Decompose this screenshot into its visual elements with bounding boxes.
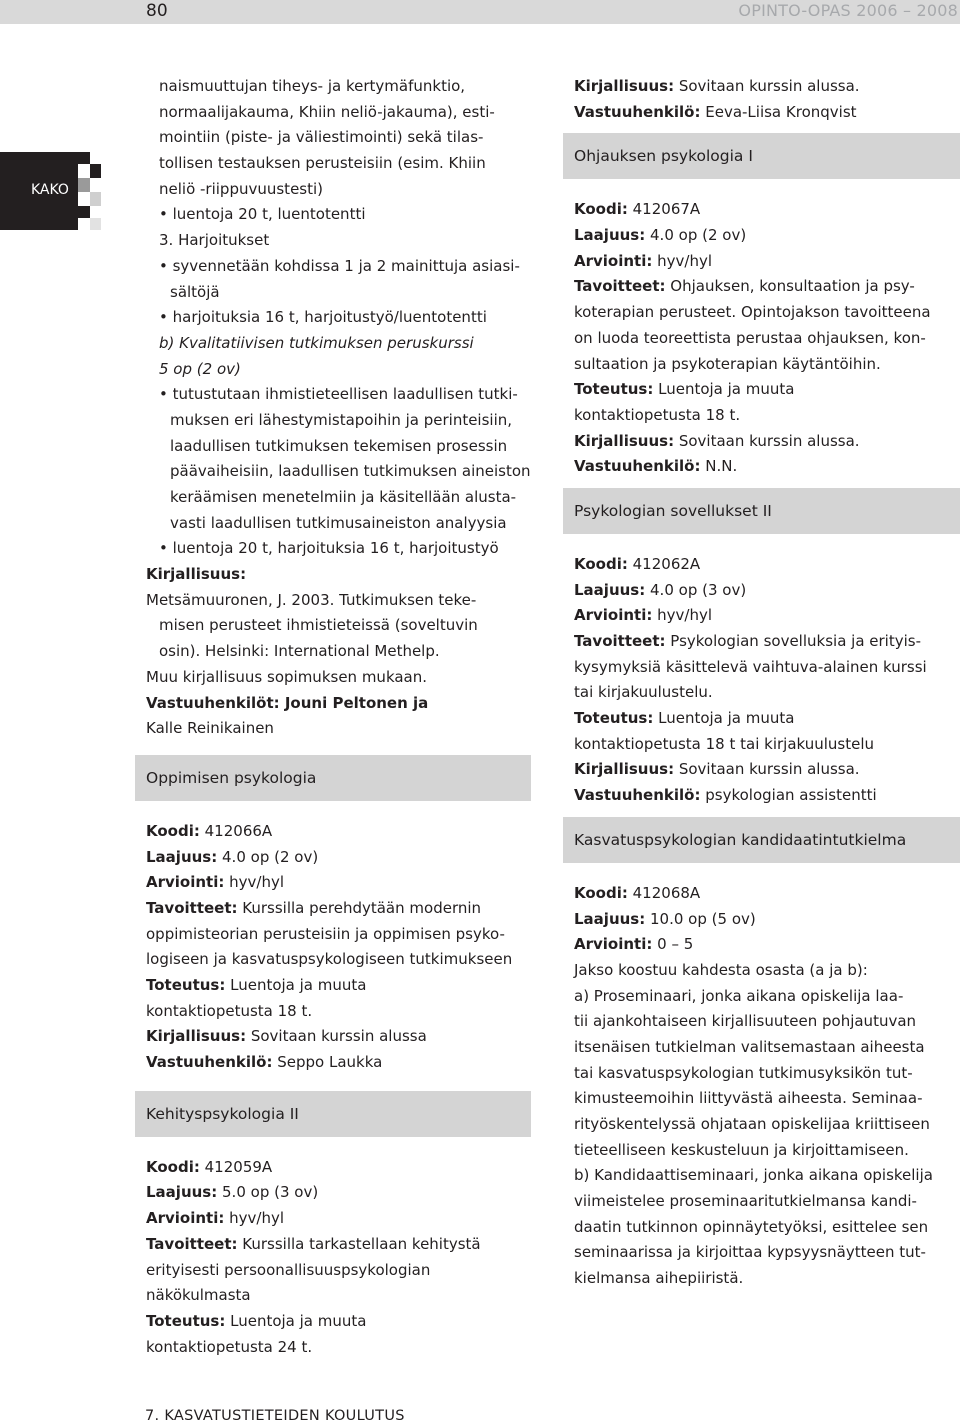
text-line: erityisesti persoonallisuuspsykologian — [146, 1260, 431, 1279]
course-scope — [574, 578, 960, 604]
field-label: Vastuuhenkilö: — [146, 1053, 273, 1072]
course-grading — [574, 249, 960, 275]
field-label: Toteutus: — [146, 1311, 226, 1330]
field-value: Eeva-Liisa Kronqvist — [700, 102, 857, 121]
running-title: OPINTO-OPAS 2006 – 2008 — [738, 1, 958, 20]
field-label: Koodi: — [146, 1157, 200, 1176]
text-line: b) Kandidaattiseminaari, jonka aikana opiskelija — [574, 1166, 933, 1185]
text-line: tai kasvatuspsykologian tutkimusyksikön tut- — [574, 1063, 913, 1082]
field-value: 412062A — [632, 554, 701, 573]
course-responsible — [146, 1050, 531, 1076]
text-line: kontaktiopetusta 18 t. — [574, 405, 741, 424]
subsection-credits: 5 op (2 ov) — [159, 359, 241, 378]
text-line: logiseen ja kasvatuspsykologiseen tutkimukseen — [146, 950, 513, 969]
bullet-item: • luentoja 20 t, luentotentti — [159, 205, 366, 224]
field-label: Arviointi: — [146, 1209, 225, 1228]
side-tab-square — [90, 218, 101, 230]
field-value: Kurssilla perehdytään modernin — [237, 898, 482, 917]
course-scope — [574, 907, 960, 933]
text-line: tii ajankohtaiseen kirjallisuuteen pohjautuvan — [574, 1012, 917, 1031]
field-value: Luentoja ja muuta — [225, 976, 367, 994]
course-grading — [574, 932, 960, 958]
field-value: Sovitaan kurssin alussa. — [674, 431, 860, 450]
field-value: 412068A — [632, 883, 701, 902]
field-label: Kirjallisuus: — [574, 77, 675, 95]
text-line: daatin tutkinnon opinnäytetyöksi, esittelee sen — [574, 1217, 929, 1236]
left-column — [146, 74, 531, 1360]
field-value: 5.0 op (3 ov) — [222, 1183, 319, 1202]
course-goals — [146, 1232, 531, 1258]
text-line: muksen eri lähestymistapoihin ja perinteisiin, — [170, 410, 513, 429]
field-value: 0 – 5 — [657, 935, 694, 954]
bullet-item: • syvennetään kohdissa 1 ja 2 mainittuja asiasi- — [159, 256, 520, 275]
text-line: laadullisen tutkimuksen tekemisen prosessin — [170, 436, 508, 455]
side-tab-square — [78, 152, 90, 164]
text-line: näkökulmasta — [146, 1286, 251, 1305]
field-value: 10.0 op (5 ov) — [650, 909, 756, 928]
field-value: N.N. — [700, 457, 738, 476]
text-line: misen perusteet ihmistieteissä (soveltuvin — [159, 616, 478, 635]
field-value: 412066A — [204, 821, 273, 840]
text-line: kimusteemoihin liittyvästä aiheesta. Seminaa- — [574, 1089, 923, 1108]
field-label: Koodi: — [574, 883, 628, 902]
field-label: Arviointi: — [146, 873, 225, 892]
course-delivery — [146, 973, 531, 999]
course-code — [146, 1155, 531, 1181]
course-grading — [146, 870, 531, 896]
course-scope — [146, 845, 531, 871]
text-line: on luoda teoreettista perustaa ohjauksen, kon- — [574, 328, 926, 347]
field-label: Laajuus: — [146, 1183, 218, 1202]
course-code — [574, 552, 960, 578]
field-value: Seppo Laukka — [272, 1053, 383, 1072]
text-line: kielmansa aihepiiristä. — [574, 1269, 744, 1288]
text-line: kontaktiopetusta 24 t. — [146, 1337, 313, 1356]
text-line: keräämisen menetelmiin ja käsitellään alusta- — [170, 488, 517, 506]
course-responsible — [574, 100, 960, 126]
text-line: Muu kirjallisuus sopimuksen mukaan. — [146, 667, 428, 686]
field-value: Sovitaan kurssin alussa — [246, 1027, 427, 1046]
course-scope — [146, 1180, 531, 1206]
course-goals — [574, 629, 960, 655]
text-line: viimeistelee proseminaaritutkielmansa kandi- — [574, 1192, 917, 1211]
field-label: Tavoitteet: — [574, 277, 666, 296]
field-label: Arviointi: — [574, 935, 653, 954]
field-label: Koodi: — [146, 821, 200, 840]
text-line: 3. Harjoitukset — [159, 231, 270, 250]
field-value: 4.0 op (3 ov) — [650, 580, 747, 599]
field-label: Tavoitteet: — [146, 898, 238, 917]
course-delivery — [146, 1309, 531, 1335]
field-value: Luentoja ja muuta — [653, 709, 795, 728]
course-literature — [146, 1024, 531, 1050]
text-line: koterapian perusteet. Opintojakson tavoitteena — [574, 303, 931, 322]
field-label: Koodi: — [574, 200, 628, 219]
course-code — [146, 819, 531, 845]
text-line: Metsämuuronen, J. 2003. Tutkimuksen teke- — [146, 590, 477, 609]
field-label: Vastuuhenkilö: — [574, 102, 701, 121]
field-value: 4.0 op (2 ov) — [222, 847, 319, 866]
field-label: Toteutus: — [146, 976, 226, 994]
field-label: Kirjallisuus: — [146, 1027, 247, 1046]
course-code — [574, 197, 960, 223]
field-label: Arviointi: — [574, 251, 653, 270]
course-code — [574, 881, 960, 907]
text-line: a) Proseminaari, jonka aikana opiskelija laa- — [574, 986, 904, 1005]
field-value: hyv/hyl — [657, 606, 713, 625]
field-label: Kirjallisuus: — [574, 431, 675, 450]
field-label: Laajuus: — [574, 226, 646, 245]
course-goals — [574, 274, 960, 300]
text-line: rityöskentelyssä ohjataan opiskelijaa kriittiseen — [574, 1115, 930, 1133]
bullet-item: • luentoja 20 t, harjoituksia 16 t, harjoitustyö — [159, 539, 499, 558]
field-label: Tavoitteet: — [146, 1234, 238, 1253]
course-responsible — [574, 454, 960, 480]
field-label: Vastuuhenkilö: — [574, 457, 701, 476]
text-line: osin). Helsinki: International Methelp. — [159, 642, 440, 661]
section-header-kehitys: Kehityspsykologia II — [135, 1091, 531, 1137]
right-column — [574, 74, 960, 1292]
field-value: 4.0 op (2 ov) — [650, 226, 747, 245]
field-value: Ohjauksen, konsultaation ja psy- — [665, 277, 915, 296]
text-line: neliö -riippuvuustesti) — [159, 179, 324, 198]
side-tab-label: KAKO — [31, 182, 69, 198]
field-value: Sovitaan kurssin alussa. — [674, 77, 860, 95]
text-line: päävaiheisiin, laadullisen tutkimuksen aineiston — [170, 462, 531, 481]
course-delivery — [574, 377, 960, 403]
field-label: Kirjallisuus: — [574, 760, 675, 779]
text-line: sältöjä — [170, 282, 220, 301]
text-line: mointiin (piste- ja väliestimointi) sekä tilas- — [159, 128, 484, 147]
course-responsible — [574, 783, 960, 809]
footer-chapter: 7. KASVATUSTIETEIDEN KOULUTUS — [145, 1408, 405, 1424]
course-literature — [574, 74, 960, 100]
field-value: Kurssilla tarkastellaan kehitystä — [237, 1234, 481, 1253]
course-delivery — [574, 706, 960, 732]
side-tab-square — [78, 206, 90, 218]
text-line: kysymyksiä käsittelevä vaihtuva-alainen kurssi — [574, 657, 927, 676]
text-line: itsenäisen tutkielman valitsemastaan aiheesta — [574, 1037, 925, 1056]
field-label: Vastuuhenkilö: — [574, 786, 701, 805]
field-value: 412067A — [632, 200, 701, 219]
field-value: Luentoja ja muuta — [225, 1311, 367, 1330]
course-goals — [146, 896, 531, 922]
responsible-label: Vastuuhenkilöt: Jouni Peltonen ja — [146, 693, 429, 712]
section-header-sovellukset: Psykologian sovellukset II — [563, 488, 960, 534]
field-value: Psykologian sovelluksia ja erityis- — [665, 632, 921, 650]
field-label: Arviointi: — [574, 606, 653, 625]
bullet-item: • harjoituksia 16 t, harjoitustyö/luentotentti — [159, 308, 487, 327]
bullet-item: • tutustutaan ihmistieteellisen laadullisen tutki- — [159, 385, 518, 404]
text-line: vasti laadullisen tutkimusaineiston analyysia — [170, 513, 507, 532]
side-tab-square — [78, 178, 90, 192]
field-value: Luentoja ja muuta — [653, 380, 795, 399]
field-value: hyv/hyl — [229, 1209, 285, 1228]
field-label: Tavoitteet: — [574, 632, 666, 650]
field-label: Koodi: — [574, 554, 628, 573]
section-header-oppimisen: Oppimisen psykologia — [135, 755, 531, 801]
text-line: tieteelliseen keskusteluun ja kirjoittamiseen. — [574, 1140, 909, 1159]
text-line: naismuuttujan tiheys- ja kertymäfunktio, — [159, 77, 466, 95]
text-line: Kalle Reinikainen — [146, 719, 274, 738]
text-line: tollisen testauksen perusteisiin (esim. Khiin — [159, 154, 486, 173]
literature-label: Kirjallisuus: — [146, 565, 247, 584]
field-value: hyv/hyl — [229, 873, 285, 892]
course-literature — [574, 757, 960, 783]
field-value: psykologian assistentti — [700, 786, 877, 805]
text-line: seminaarissa ja kirjoittaa kypsyysnäytteen tut- — [574, 1243, 926, 1262]
field-label: Laajuus: — [146, 847, 218, 866]
course-grading — [146, 1206, 531, 1232]
text-line: oppimisteorian perusteisiin ja oppimisen psyko- — [146, 924, 505, 943]
field-label: Toteutus: — [574, 709, 654, 728]
side-tab-square — [90, 164, 101, 178]
responsible-line — [146, 691, 531, 717]
course-scope — [574, 223, 960, 249]
field-label: Toteutus: — [574, 380, 654, 399]
text-line: kontaktiopetusta 18 t. — [146, 1001, 313, 1020]
field-value: hyv/hyl — [657, 251, 713, 270]
field-value: 412059A — [204, 1157, 273, 1176]
text-line: kontaktiopetusta 18 t tai kirjakuulustelu — [574, 734, 875, 753]
text-line: sultaation ja psykoterapian käytäntöihin. — [574, 354, 881, 373]
course-grading — [574, 603, 960, 629]
page-number: 80 — [146, 1, 168, 21]
side-tab-square — [90, 192, 101, 206]
subsection-heading: b) Kvalitatiivisen tutkimuksen peruskurssi — [159, 333, 474, 352]
field-label: Laajuus: — [574, 580, 646, 599]
field-label: Laajuus: — [574, 909, 646, 928]
course-literature — [574, 429, 960, 455]
text-line: Jakso koostuu kahdesta osasta (a ja b): — [574, 960, 868, 979]
section-header-kandi: Kasvatuspsykologian kandidaatintutkielma — [563, 817, 960, 863]
section-header-ohjaus: Ohjauksen psykologia I — [563, 133, 960, 179]
text-line: normaalijakauma, Khiin neliö-jakauma), esti- — [159, 102, 495, 121]
field-value: Sovitaan kurssin alussa. — [674, 760, 860, 779]
text-line: tai kirjakuulustelu. — [574, 683, 713, 702]
